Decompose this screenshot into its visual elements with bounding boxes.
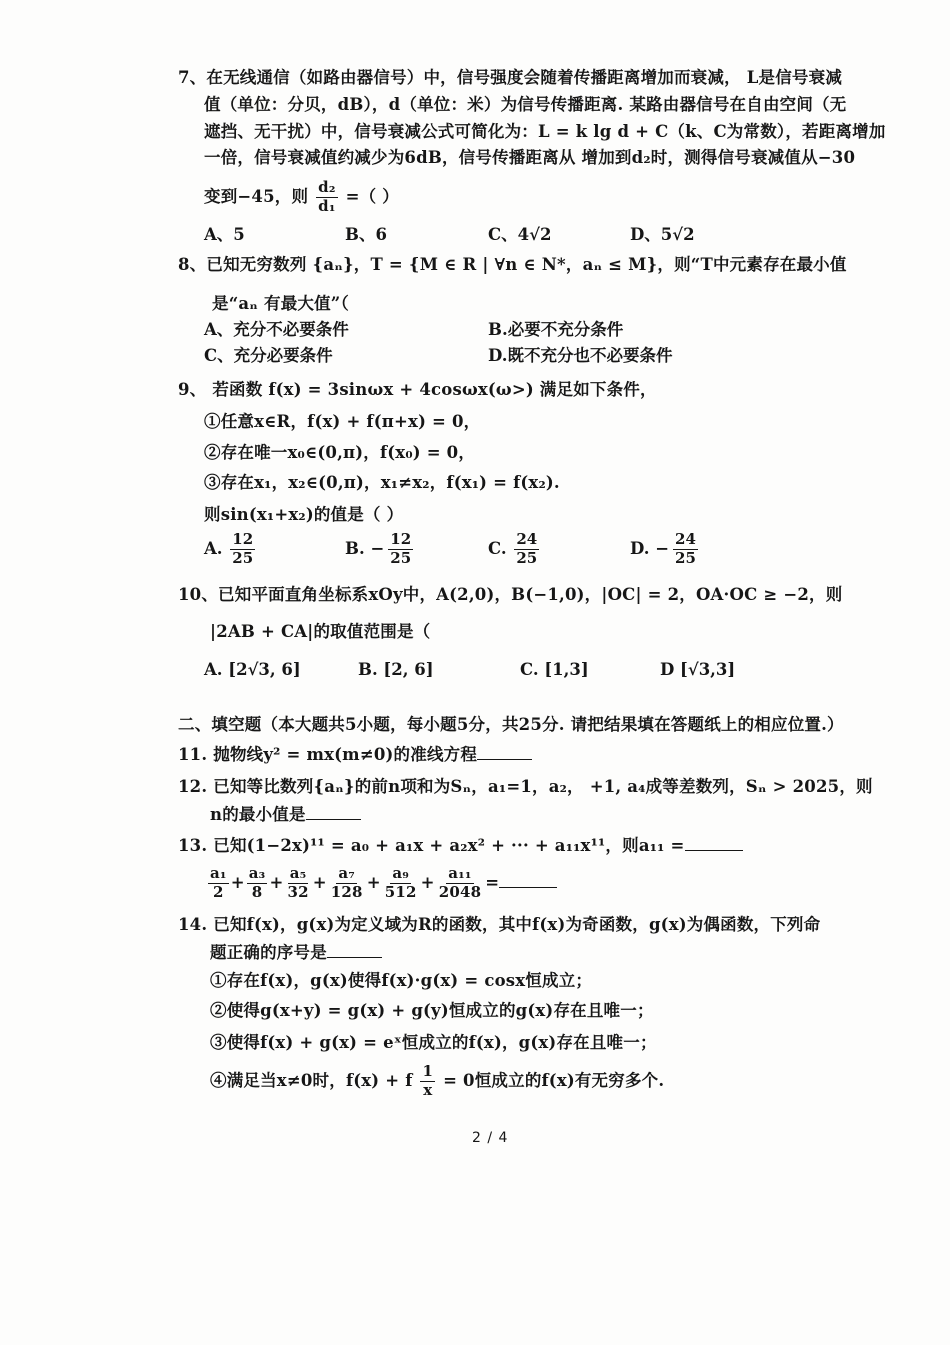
q9-option-a-fraction — [230, 532, 255, 567]
q13-answer-blank-1 — [685, 836, 743, 851]
q9-option-d-label: D. — [630, 538, 650, 558]
q10-option-a: A. [2√3, 6] — [204, 660, 301, 679]
q7-line-5-post: =（ ） — [345, 186, 399, 206]
q9-option-c-numerator: 24 — [516, 530, 538, 548]
q13-fraction-4-den: 128 — [330, 882, 363, 901]
page-number: 2 / 4 — [472, 1130, 509, 1146]
q8-option-d: D.既不充分也不必要条件 — [488, 346, 673, 365]
q9-option-d — [630, 532, 700, 567]
q9-option-d-fraction — [673, 532, 698, 567]
q13-plus-1: + — [230, 872, 245, 892]
q13-fraction-1-num: a₁ — [210, 864, 227, 882]
q11-line — [178, 743, 532, 767]
q14-statement-4 — [210, 1064, 664, 1099]
q13-fraction-2-num: a₃ — [248, 864, 266, 882]
q9-option-b-denominator: 25 — [390, 548, 412, 567]
q9-option-d-denominator: 25 — [675, 548, 696, 567]
q14-statement-3: ③使得f(x) + g(x) = eˣ恒成立的f(x)，g(x)存在且唯一； — [210, 1033, 657, 1052]
q9-option-b-label: B. — [345, 538, 365, 558]
q9-option-a-label: A. — [204, 538, 223, 558]
q7-line-2: 值（单位：分贝，dB），d（单位：米）为信号传播距离. 某路由器信号在自由空间（无 — [204, 95, 847, 114]
q7-ratio-numerator: d₂ — [318, 178, 336, 196]
q13-line-1-text: 13. 已知(1−2x)¹¹ = a₀ + a₁x + a₂x² + ··· + a₁₁x¹¹，则a₁₁ = — [178, 836, 685, 855]
q13-fraction-3-num: a₅ — [289, 864, 307, 882]
q9-option-b-sign: − — [370, 538, 385, 558]
q10-line-1: 10、已知平面直角坐标系xOy中，A(2,0)，B(−1,0)，|OC| = 2，OA·OC ≥ −2，则 — [178, 585, 843, 604]
q13-plus-4: + — [366, 872, 381, 892]
q13-fraction-4 — [329, 866, 365, 901]
q9-option-c-denominator: 25 — [516, 548, 538, 567]
q7-line-5-pre: 变到−45，则 — [204, 186, 309, 206]
q10-option-d: D [√3,3] — [660, 660, 736, 679]
q11-text: 11. 抛物线y² = mx(m≠0)的准线方程 — [178, 745, 478, 764]
q9-condition-3: ③存在x₁，x₂∈(0,π)，x₁≠x₂，f(x₁) = f(x₂). — [204, 473, 560, 492]
q13-fraction-5 — [383, 866, 419, 901]
q7-ratio-denominator: d₁ — [318, 196, 336, 215]
q9-option-c-label: C. — [488, 538, 507, 558]
q14-line-2-text: 题正确的序号是 — [210, 943, 327, 962]
q14-answer-blank — [327, 943, 382, 958]
q13-fraction-6-num: a₁₁ — [448, 864, 472, 882]
q9-option-d-numerator: 24 — [675, 530, 696, 548]
q7-line-4: 一倍，信号衰减值约减少为6dB，信号传播距离从 增加到d₂时，测得信号衰减值从−30 — [204, 148, 856, 167]
q14-line-1: 14. 已知f(x)，g(x)为定义域为R的函数，其中f(x)为奇函数，g(x)为偶函数，下列命 — [178, 915, 821, 934]
q9-option-b-fraction — [388, 532, 413, 567]
q13-fraction-5-den: 512 — [384, 882, 417, 901]
q13-equals: = — [485, 872, 500, 892]
q9-option-a-denominator: 25 — [232, 548, 254, 567]
q14-statement-4-denominator: x — [423, 1080, 433, 1099]
q13-fraction-3 — [285, 866, 310, 901]
q13-fraction-2 — [247, 866, 268, 901]
q13-plus-5: + — [420, 872, 435, 892]
q7-option-b: B、6 — [345, 225, 387, 244]
q12-line-2 — [210, 803, 361, 827]
q13-fraction-1-den: 2 — [213, 882, 224, 901]
q10-option-b: B. [2, 6] — [358, 660, 434, 679]
q9-option-a — [204, 532, 257, 567]
q14-statement-1: ①存在f(x)，g(x)使得f(x)·g(x) = cosx恒成立； — [210, 971, 593, 990]
q13-fraction-5-num: a₉ — [392, 864, 410, 882]
q8-option-a: A、充分不必要条件 — [204, 320, 349, 339]
q9-option-d-sign: − — [655, 538, 670, 558]
q13-fraction-2-den: 8 — [251, 882, 263, 901]
q7-line-5 — [204, 180, 399, 215]
q12-line-2-text: n的最小值是 — [210, 805, 306, 824]
q14-statement-4-pre: ④满足当x≠0时，f(x) + f — [210, 1070, 413, 1090]
q14-statement-2: ②使得g(x+y) = g(x) + g(y)恒成立的g(x)存在且唯一； — [210, 1001, 654, 1020]
q13-fraction-1 — [208, 866, 229, 901]
q13-fraction-6-den: 2048 — [438, 882, 482, 901]
q11-answer-blank — [477, 745, 532, 760]
q13-line-2 — [206, 866, 557, 901]
q7-option-c: C、4√2 — [488, 225, 552, 244]
q9-option-c-fraction — [514, 532, 539, 567]
q13-fraction-3-den: 32 — [287, 882, 309, 901]
q7-ratio-fraction — [316, 180, 337, 215]
section-2-heading: 二、填空题（本大题共5小题，每小题5分，共25分. 请把结果填在答题纸上的相应位置.） — [178, 715, 844, 734]
q7-line-1: 7、在无线通信（如路由器信号）中，信号强度会随着传播距离增加而衰减， L是信号衰减 — [178, 68, 843, 87]
q9-option-c — [488, 532, 541, 567]
q12-line-1: 12. 已知等比数列{aₙ}的前n项和为Sₙ，a₁=1，a₂， +1, a₄成等差数列，Sₙ > 2025，则 — [178, 777, 873, 796]
q8-option-b: B.必要不充分条件 — [488, 320, 624, 339]
q7-line-3: 遮挡、无干扰）中，信号衰减公式可简化为：L = k lg d + C（k、C为常数），若距离增加 — [204, 122, 886, 141]
q13-plus-2: + — [269, 872, 284, 892]
q9-option-a-numerator: 12 — [232, 530, 254, 548]
q14-line-2 — [210, 941, 382, 965]
q9-condition-1: ①任意x∈R，f(x) + f(π+x) = 0， — [204, 412, 481, 431]
q13-fraction-4-num: a₇ — [338, 864, 356, 882]
q8-line-1: 8、已知无穷数列 {aₙ}，T = {M ∈ R | ∀n ∈ N*，aₙ ≤ M}，则“T中元素存在最小值 — [178, 255, 847, 274]
q9-option-b — [345, 532, 415, 567]
q13-line-1 — [178, 834, 743, 858]
q10-option-c: C. [1,3] — [520, 660, 589, 679]
q13-fraction-6 — [437, 866, 484, 901]
q9-line-5: 则sin(x₁+x₂)的值是（ ） — [204, 505, 404, 524]
q10-line-2: |2AB + CA|的取值范围是（ — [210, 622, 431, 641]
q14-statement-4-numerator: 1 — [422, 1062, 434, 1080]
q14-statement-4-post: = 0恒成立的f(x)有无穷多个. — [443, 1070, 665, 1090]
q14-statement-4-fraction — [420, 1064, 435, 1099]
q13-plus-3: + — [312, 872, 327, 892]
q9-line-1: 9、 若函数 f(x) = 3sinωx + 4cosωx(ω>) 满足如下条件， — [178, 380, 657, 399]
q12-answer-blank — [306, 805, 361, 820]
q13-answer-blank-2 — [499, 873, 557, 888]
q9-condition-2: ②存在唯一x₀∈(0,π)，f(x₀) = 0， — [204, 443, 476, 462]
q7-option-d: D、5√2 — [630, 225, 695, 244]
q7-option-a: A、5 — [204, 225, 245, 244]
q8-line-2: 是“aₙ 有最大值”（ — [212, 294, 349, 313]
q9-option-b-numerator: 12 — [390, 530, 412, 548]
q8-option-c: C、充分必要条件 — [204, 346, 333, 365]
